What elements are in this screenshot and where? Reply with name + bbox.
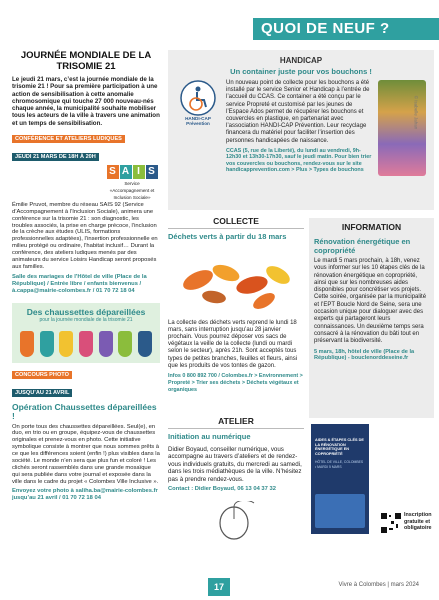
conference-venue: Salle des mariages de l’Hôtel de ville (Place de la République) / Entrée libre / enfants bienvenus / à.cappa@mairie-colombes.fr / 01 70 72 18 04 <box>12 273 147 294</box>
left-column <box>12 50 160 502</box>
atelier-section <box>168 416 304 546</box>
contest-tag: CONCOURS PHOTO <box>12 371 72 379</box>
handicap-subtitle: Un container juste pour vos bouchons ! <box>230 67 372 76</box>
magazine-credit: Vivre à Colombes | mars 2024 <box>338 582 419 588</box>
page-number: 17 <box>208 578 230 596</box>
handicap-box <box>168 50 434 210</box>
collecte-info: Infos 0 800 892 700 / Colombes.fr > Environnement > Propreté > Trier ses déchets > Déchets végétaux et organiques <box>168 372 303 393</box>
collecte-subtitle: Déchets verts à partir du 18 mars <box>168 232 287 241</box>
event-date-tag: JEUDI 21 MARS DE 18H À 20H <box>12 153 99 161</box>
handicap-body: Un nouveau point de collecte pour les bouchons a été installé par le service Senior et Handicap à l’entrée de l’accueil du CCAS. Ce container a été conçu par le service Propreté et customisé par les jeunes de l’Espace Ados permet de récupérer les bouchons et couvercles en plastique, en partenariat avec l’association HANDI-CAP Prévention. Leur recyclage financera du matériel pour faciliter l’insertion des personnes handicapées de naissance. <box>226 80 370 144</box>
event-tag: CONFÉRENCE ET ATELIERS LUDIQUES <box>12 135 125 143</box>
information-info: 5 mars, 18h, hôtel de ville (Place de la République) - bouclenorddeseine.fr <box>314 348 415 362</box>
atelier-body: Didier Boyaud, conseiller numérique, vous accompagne au travers d’ateliers et de rendez-vous individuels gratuits, du mercredi au samedi, dans les trois médiathèques de la ville. N’hésitez pas à prendre rendez-vous. <box>168 445 302 483</box>
information-box <box>309 218 434 418</box>
socks-illustration <box>20 331 152 359</box>
contest-contact: Envoyez votre photo à saliha.ba@mairie-colombes.fr jusqu’au 21 avril / 01 70 72 18 04 <box>12 487 158 501</box>
sais-intro <box>12 165 100 202</box>
sais-logo: S A I S Service «Accompagnement et Inclusion Sociale» <box>104 165 160 202</box>
contest-body: On porte tous des chaussettes dépareillées. Seul(e), en duo, en trio ou en groupe, équipez-vous de chaussettes originales et prenez-vous en photo. Cette initiative symbolique consiste à montrer que nous sommes prêts à ce que les différences soient (enfin !) plus visibles dans la société. Le monde n’en sera que plus fun et coloré ! Les clichés seront rassemblés dans une grande mosaïque qui sera publiée dans votre journal et exposée dans la ville dans le cadre du projet « Colombes Ville Inclusive ». <box>12 423 160 485</box>
handicap-header: HANDICAP <box>279 56 323 65</box>
contest-date-tag: JUSQU’AU 21 AVRIL <box>12 389 72 397</box>
information-subtitle: Rénovation énergétique en copropriété <box>314 237 411 255</box>
flyer-date: HÔTEL DE VILLE, COLOMBES • MARDI 5 MARS <box>315 460 364 469</box>
information-header: INFORMATION <box>341 222 402 232</box>
collecte-body: La collecte des déchets verts reprend le lundi 18 mars, sans interruption jusqu’au 28 janvier prochain. Vous pourrez déposer vos sacs de végétaux la veille de la collecte (lundi ou mardi selon le secteur), après 21h. Sont acceptés tous types de petites branches, feuilles et fleurs, ainsi que les produits de vos tontes de gazon. <box>168 319 298 369</box>
qr-code[interactable] <box>380 512 402 534</box>
atelier-contact: Contact : Didier Boyaud, 06 13 04 37 32 <box>168 486 276 493</box>
article-title: JOURNÉE MONDIALE DE LA TRISOMIE 21 <box>20 50 152 72</box>
atelier-subtitle: Initiation au numérique <box>168 432 251 441</box>
conference-body: Émilie Pruvot, membre du réseau SAIS 92 (Service d’Accompagnement à l’Inclusion Sociale), animera une conférence sur la trisomie 21 : son diagnostic, les troubles associés, la prise en charge précoce, l’inclusion de la crèche aux études (ULIS, formations professionnelles adaptées), l’insertion professionnelle en milieu protégé ou ordinaire, l’habitat inclusif… Durant la conférence, des ateliers ludiques menés par des animateurs du service Loisirs Handicap seront proposés aux familles. <box>12 201 158 270</box>
flyer-illustration <box>315 494 365 528</box>
signup-note: Inscription gratuite et obligatoire <box>404 512 432 532</box>
contest-title: Opération Chaussettes dépareillées ! <box>12 401 157 422</box>
chaussettes-banner-title: Des chaussettes dépareillées <box>26 306 146 317</box>
collecte-section <box>168 216 304 394</box>
handicap-logo-text: HANDI-CAP Prévention <box>185 116 211 126</box>
sais-caption: Service «Accompagnement et Inclusion Sociale» <box>109 181 155 200</box>
renovation-flyer <box>311 424 369 534</box>
chaussettes-banner <box>12 303 160 363</box>
information-body: Le mardi 5 mars prochain, à 18h, venez vous informer sur les 10 étapes clés de la rénovation énergétique en copropriété, ainsi que sur les nombreuses aides disponibles pour concrétiser vos projets. Cette soirée, organisée par la municipalité et l’EPT Boucle Nord de Seine, sera une occasion unique pour dialoguer avec des experts qui partageront leurs connaissances. Un deuxième temps sera consacré à la rénovation du bâti tout en préservant la biodiversité. <box>314 258 427 345</box>
mouse-icon <box>204 501 264 541</box>
leaves-illustration <box>168 245 304 315</box>
flyer-title: AIDES & ÉTAPES CLÉS DE LA RÉNOVATION ÉNERGÉTIQUE EN COPROPRIÉTÉ <box>315 438 364 456</box>
atelier-header: ATELIER <box>168 416 304 429</box>
article-intro: Le jeudi 21 mars, c’est la journée mondiale de la trisomie 21 ! Pour sa première participation à une action de sensibilisation à cette anomalie chromosomique qui touche 27 000 nouveau-nés chaque année, la municipalité souhaite mobiliser tous les acteurs de la ville à travers une animation et un temps de sensibilisation. <box>12 76 160 127</box>
section-banner: QUOI DE NEUF ? <box>253 18 439 40</box>
container-photo <box>378 80 426 176</box>
handicap-info: CCAS (5, rue de la Liberté), du lundi au vendredi, 9h-12h30 et 13h30-17h30, sauf le jeudi matin. Pour bien trier vos couvercles ou bouchons, rendez-vous sur le site handicapprevention.com > Plus > Types de bouchons <box>226 147 372 174</box>
page-footer <box>0 574 439 600</box>
wheelchair-icon <box>180 80 216 116</box>
photo-credit: © Isabelle Jahan <box>413 95 419 130</box>
collecte-header: COLLECTE <box>168 216 304 229</box>
handicap-logo <box>176 80 220 176</box>
chaussettes-banner-subtitle: pour la journée mondiale de la trisomie 21 <box>39 316 133 323</box>
